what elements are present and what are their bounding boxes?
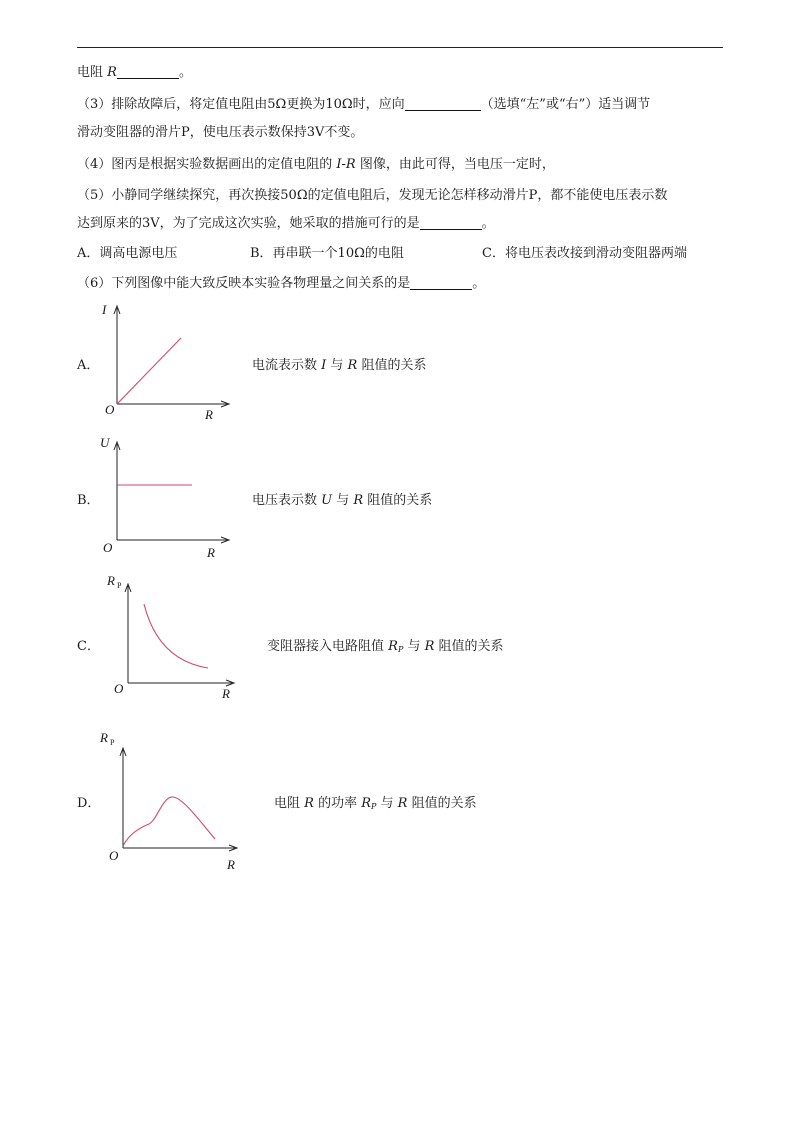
question-5-line-2 (77, 214, 495, 234)
choice-d-description (274, 794, 477, 817)
answer-blank-1[interactable] (117, 64, 179, 79)
choice-a-description (252, 356, 426, 376)
graph-c-y-sub: P (117, 581, 122, 590)
choice-d-desc-var0: R (304, 796, 314, 811)
q4-text-a: （4）图丙是根据实验数据画出的定值电阻的 (77, 157, 337, 172)
choice-d-desc-var2: R (397, 796, 408, 811)
choice-a-letter[interactable]: A． (77, 358, 100, 373)
question-3-line-2: 滑动变阻器的滑片P，使电压表示数保持3V不变。 (77, 125, 364, 140)
graph-a-curve (117, 338, 181, 404)
q5-option-c[interactable]: C．将电压表改接到滑动变阻器两端 (482, 246, 687, 261)
q3-part2: （选填“左”或“右”）适当调节 (480, 97, 651, 112)
graph-b-origin: O (103, 540, 113, 555)
question-4 (77, 155, 555, 175)
q3-part1: （3）排除故障后，将定值电阻由5Ω更换为10Ω时，应向 (77, 97, 405, 112)
graph-c-origin: O (114, 681, 124, 696)
choice-d-desc-sub: P (371, 802, 377, 811)
graph-a (95, 296, 235, 426)
graph-c-y-label: R (107, 573, 115, 588)
graph-c-curve (144, 604, 208, 668)
choice-d-desc-c: 阻值的关系 (407, 796, 477, 811)
choice-c-desc-b: 与 (403, 639, 425, 654)
choice-d-desc-b: 与 (376, 796, 398, 811)
graph-b (95, 432, 235, 562)
graph-d-y-sub: P (110, 738, 115, 747)
graph-c (100, 570, 240, 705)
q4-text-b: 图像，由此可得，当电压一定时， (355, 157, 555, 172)
choice-c-desc-sub: P (397, 645, 404, 654)
choice-a-desc-a: 电流表示数 (252, 358, 322, 373)
graph-a-origin: O (105, 402, 115, 417)
q5-line2-text: 达到原来的3V，为了完成这次实验，她采取的措施可行的是 (77, 216, 420, 231)
choice-b-desc-a: 电压表示数 (252, 493, 322, 508)
resistance-suffix: 。 (178, 65, 192, 80)
graph-d-y-label: R (100, 730, 108, 745)
question-3-line-1 (77, 95, 650, 115)
choice-b-letter[interactable]: B． (77, 493, 100, 508)
choice-b-desc-var2: R (353, 493, 364, 508)
graph-d-curve (123, 797, 215, 846)
choice-d-desc-a: 电阻 (274, 796, 305, 811)
graph-d-origin: O (109, 848, 119, 863)
resistance-prefix: 电阻 (77, 65, 108, 80)
choice-a-desc-c: 阻值的关系 (357, 358, 427, 373)
q4-var: I-R (336, 157, 356, 172)
question-5-line-1: （5）小静同学继续探究，再次换接50Ω的定值电阻后，发现无论怎样移动滑片P，都不能使电压表示数 (77, 188, 668, 203)
graph-d (95, 724, 255, 874)
choice-b-desc-c: 阻值的关系 (363, 493, 433, 508)
q6-end: 。 (472, 276, 486, 291)
q6-text: （6）下列图像中能大致反映本实验各物理量之间关系的是 (77, 276, 411, 291)
choice-d-letter[interactable]: D． (77, 796, 101, 811)
answer-blank-q6[interactable] (410, 275, 472, 290)
choice-c-desc-var1: R (388, 639, 398, 654)
q5-option-b[interactable]: B．再串联一个10Ω的电阻 (250, 246, 404, 261)
graph-d-x-label: R (227, 857, 235, 872)
choice-c-desc-c: 阻值的关系 (434, 639, 504, 654)
choice-a-desc-b: 与 (326, 358, 348, 373)
choice-a-desc-var1: I (321, 358, 327, 373)
choice-c-desc-var2: R (424, 639, 435, 654)
graph-c-x-label: R (222, 686, 230, 701)
q5-line2-end: 。 (481, 216, 495, 231)
resistance-answer-line (77, 63, 192, 83)
choice-c-letter[interactable]: C． (77, 639, 100, 654)
choice-b-description (252, 491, 432, 511)
graph-b-x-label: R (207, 545, 215, 560)
choice-d-desc-a2: 的功率 (313, 796, 362, 811)
graph-a-y-label: I (102, 302, 107, 317)
choice-c-description (267, 637, 504, 660)
q5-option-a[interactable]: A．调高电源电压 (77, 246, 178, 261)
header-rule (77, 47, 723, 48)
choice-c-desc-a: 变阻器接入电路阻值 (267, 639, 389, 654)
graph-a-x-label: R (205, 407, 213, 422)
choice-b-desc-var1: U (321, 493, 333, 508)
question-6 (77, 274, 485, 294)
choice-a-desc-var2: R (347, 358, 358, 373)
answer-blank-q5[interactable] (420, 215, 482, 230)
graph-b-y-label: U (100, 435, 110, 450)
answer-blank-q3[interactable] (405, 96, 481, 111)
choice-d-desc-var1: R (361, 796, 371, 811)
resistance-var: R (107, 65, 117, 80)
choice-b-desc-b: 与 (332, 493, 354, 508)
